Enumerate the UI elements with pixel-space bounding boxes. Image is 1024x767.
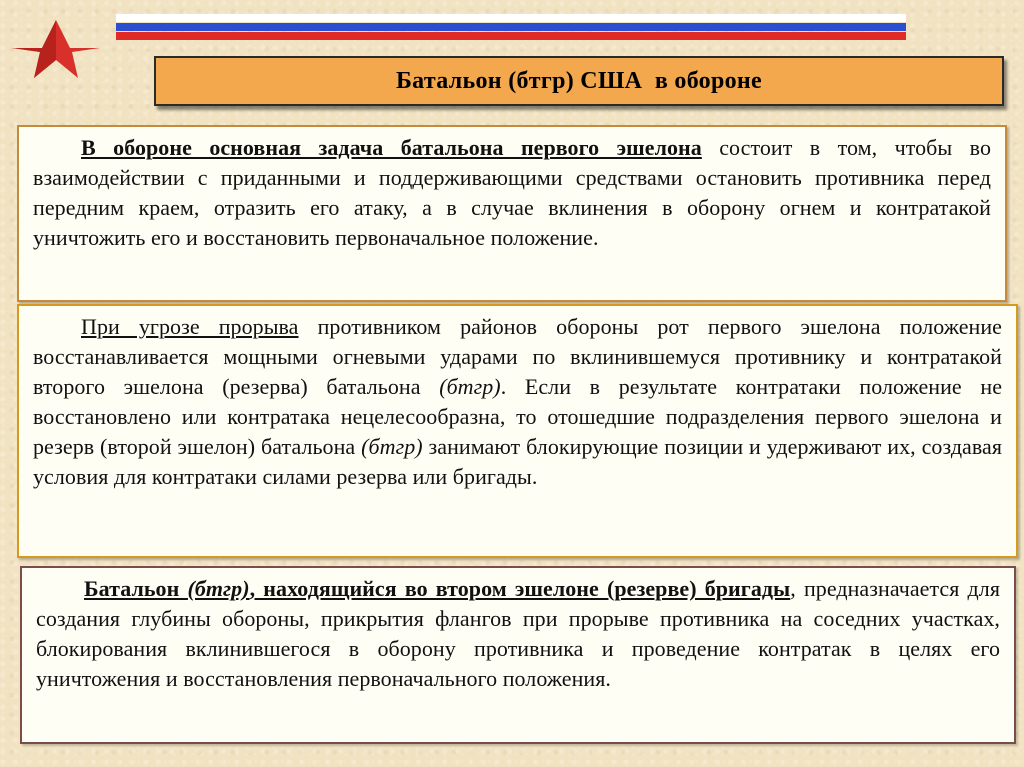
main-task-heading: В обороне основная задача батальона первого эшелона — [81, 135, 702, 160]
second-echelon-heading-italic: (бтгр) — [187, 576, 250, 601]
breakthrough-italic-1: (бтгр) — [439, 374, 501, 399]
red-star-emblem-icon — [12, 20, 100, 80]
second-echelon-heading-2: , находящийся во втором эшелоне (резерве) бригады — [249, 576, 791, 601]
title-bar — [154, 56, 1004, 106]
page-title: Батальон (бтгр) США в обороне — [395, 67, 763, 94]
breakthrough-threat-box — [17, 304, 1018, 558]
tricolor-flag-stripes — [116, 14, 906, 40]
main-task-paragraph — [33, 133, 991, 253]
breakthrough-threat-paragraph — [33, 312, 1002, 492]
breakthrough-text-3: занимают блокирующие позиции и удерживают их, создавая условия для контратаки силами резерва или бригады. — [33, 434, 1003, 489]
breakthrough-italic-2: (бтгр) — [361, 434, 423, 459]
second-echelon-box — [20, 566, 1016, 744]
breakthrough-text-2: . Если в результате контратаки положение не восстановлено или контратака нецелесообразна, то отошедшие подразделения первого эшелона и резерв (второй эшелон) батальона — [33, 374, 1003, 459]
second-echelon-heading-1: Батальон — [84, 576, 188, 601]
second-echelon-paragraph — [36, 574, 1000, 694]
flag-red-stripe — [116, 32, 906, 40]
breakthrough-text-1: противником районов обороны рот первого эшелона положение восстанавливается мощными огневыми ударами по вклинившемуся противнику и контратакой второго эшелона (резерва) батальона — [33, 314, 1002, 399]
breakthrough-threat-heading: При угрозе прорыва — [81, 314, 299, 339]
second-echelon-text: , предназначается для создания глубины обороны, прикрытия флангов при прорыве противника на соседних участках, блокирования вклинившегося в оборону противника и проведение контратак в целях его уничтожения и восстановления первоначального положения. — [36, 576, 1000, 691]
main-task-box — [17, 125, 1007, 302]
main-task-text: состоит в том, чтобы во взаимодействии с приданными и поддерживающими средствами остановить противника перед передним краем, отразить его атаку, а в случае вклинения в оборону огнем и контратакой уничтожить его и восстановить первоначальное положение. — [33, 135, 991, 250]
flag-white-stripe — [116, 14, 906, 22]
flag-blue-stripe — [116, 23, 906, 31]
